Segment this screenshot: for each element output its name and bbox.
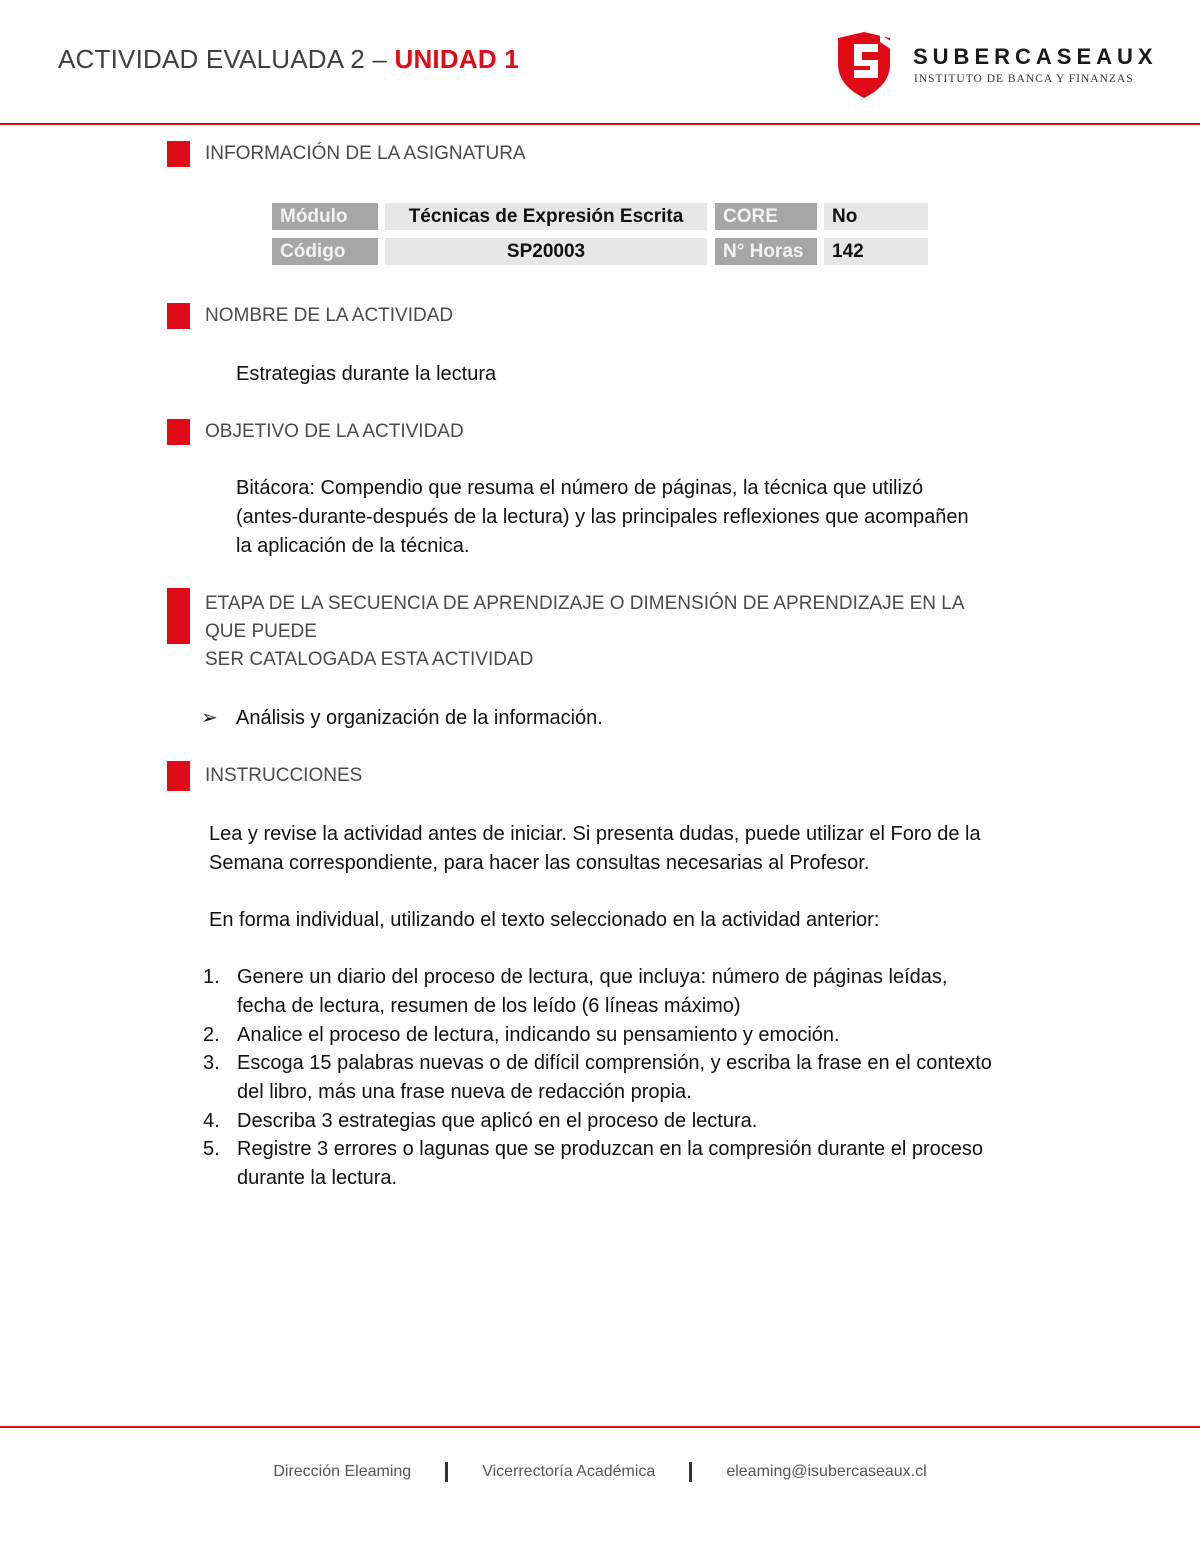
table-value-horas: 142 bbox=[824, 238, 928, 265]
footer-divider bbox=[0, 1426, 1200, 1428]
logo-subtitle: INSTITUTO DE BANCA Y FINANZAS bbox=[914, 73, 1134, 85]
objective-line: (antes-durante-después de la lectura) y las principales reflexiones que acompañen bbox=[236, 506, 969, 528]
stage-bullet: Análisis y organización de la información. bbox=[236, 707, 603, 729]
arrow-bullet-icon: ➢ bbox=[201, 707, 218, 729]
table-label-horas: N° Horas bbox=[715, 238, 817, 265]
list-item: durante la lectura. bbox=[237, 1167, 398, 1189]
subercaseaux-shield-icon bbox=[834, 30, 894, 100]
instructions-intro: Lea y revise la actividad antes de iniciar. Si presenta dudas, puede utilizar el Foro de la bbox=[209, 823, 981, 845]
list-item: Analice el proceso de lectura, indicando su pensamiento y emoción. bbox=[237, 1024, 840, 1046]
list-item: Genere un diario del proceso de lectura, que incluya: número de páginas leídas, bbox=[237, 966, 948, 988]
logo-name: SUBERCASEAUX bbox=[913, 44, 1158, 69]
page-title-accent: UNIDAD 1 bbox=[394, 44, 519, 74]
list-number: 5. bbox=[203, 1138, 220, 1160]
footer-separator bbox=[689, 1462, 692, 1482]
table-value-codigo: SP20003 bbox=[385, 238, 707, 265]
objective-line: Bitácora: Compendio que resuma el número de páginas, la técnica que utilizó bbox=[236, 477, 924, 499]
header-divider bbox=[0, 123, 1200, 125]
footer bbox=[0, 1459, 1200, 1485]
footer-office: Vicerrectoría Académica bbox=[482, 1463, 656, 1480]
table-label-codigo: Código bbox=[272, 238, 378, 265]
list-item: Escoga 15 palabras nuevas o de difícil comprensión, y escriba la frase en el contexto bbox=[237, 1052, 992, 1074]
list-item: Registre 3 errores o lagunas que se produzcan en la compresión durante el proceso bbox=[237, 1138, 983, 1160]
section-marker bbox=[167, 419, 190, 445]
table-value-core: No bbox=[824, 203, 928, 230]
section-title-instrucciones: INSTRUCCIONES bbox=[205, 765, 363, 786]
list-number: 3. bbox=[203, 1052, 220, 1074]
section-marker bbox=[167, 588, 190, 644]
page-title bbox=[58, 44, 519, 75]
footer-email[interactable]: eleaming@isubercaseaux.cl bbox=[726, 1463, 927, 1480]
section-title-info: INFORMACIÓN DE LA ASIGNATURA bbox=[205, 143, 526, 164]
table-value-modulo: Técnicas de Expresión Escrita bbox=[385, 203, 707, 230]
section-marker bbox=[167, 141, 190, 167]
list-number: 4. bbox=[203, 1110, 220, 1132]
section-title-etapa: QUE PUEDE bbox=[205, 621, 317, 642]
page-title-prefix: ACTIVIDAD EVALUADA 2 – bbox=[58, 44, 388, 74]
list-number: 2. bbox=[203, 1024, 220, 1046]
instructions-intro: Semana correspondiente, para hacer las consultas necesarias al Profesor. bbox=[209, 852, 870, 874]
list-item: fecha de lectura, resumen de los leído (6 líneas máximo) bbox=[237, 995, 741, 1017]
section-title-nombre: NOMBRE DE LA ACTIVIDAD bbox=[205, 305, 454, 326]
footer-separator bbox=[445, 1462, 448, 1482]
list-number: 1. bbox=[203, 966, 220, 988]
table-label-modulo: Módulo bbox=[272, 203, 378, 230]
list-item: del libro, más una frase nueva de redacción propia. bbox=[237, 1081, 692, 1103]
section-title-etapa: SER CATALOGADA ESTA ACTIVIDAD bbox=[205, 649, 534, 670]
footer-department: Dirección Eleaming bbox=[273, 1463, 412, 1480]
activity-name: Estrategias durante la lectura bbox=[236, 363, 497, 385]
objective-line: la aplicación de la técnica. bbox=[236, 535, 470, 557]
table-label-core: CORE bbox=[715, 203, 817, 230]
instructions-lead: En forma individual, utilizando el texto seleccionado en la actividad anterior: bbox=[209, 909, 880, 931]
list-item: Describa 3 estrategias que aplicó en el proceso de lectura. bbox=[237, 1110, 758, 1132]
section-marker bbox=[167, 761, 190, 791]
section-marker bbox=[167, 303, 190, 329]
section-title-objetivo: OBJETIVO DE LA ACTIVIDAD bbox=[205, 421, 464, 442]
section-title-etapa: ETAPA DE LA SECUENCIA DE APRENDIZAJE O DIMENSIÓN DE APRENDIZAJE EN LA bbox=[205, 593, 965, 614]
